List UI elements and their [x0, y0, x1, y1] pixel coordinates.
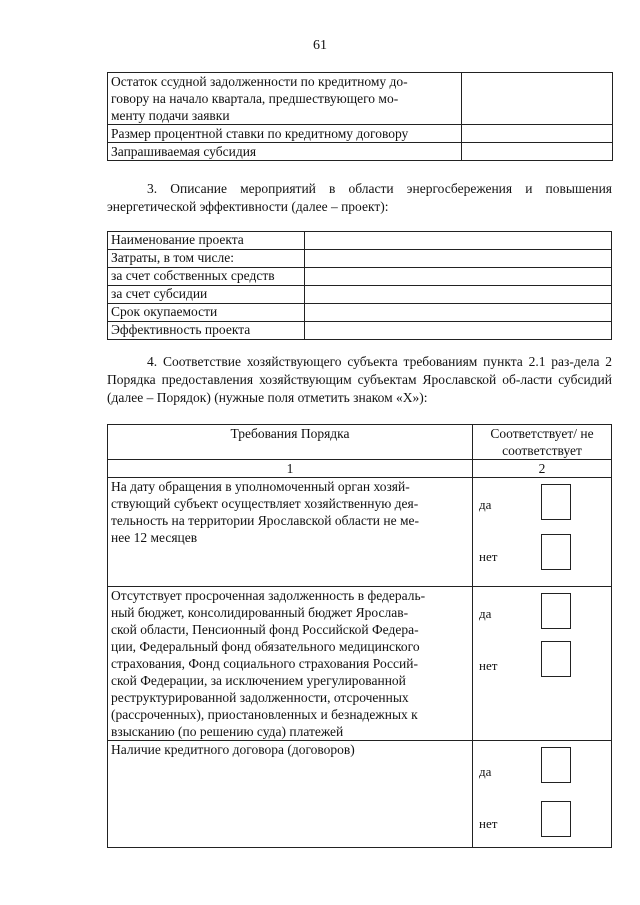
table-row	[108, 232, 612, 250]
no-checkbox[interactable]	[541, 801, 571, 837]
table-row	[108, 125, 613, 143]
loan-info-table	[107, 72, 613, 161]
row-label: за счет субсидии	[108, 286, 305, 304]
value-cell[interactable]	[462, 143, 613, 161]
table-row	[108, 322, 612, 340]
no-checkbox[interactable]	[541, 641, 571, 677]
column-number-row	[108, 460, 612, 478]
value-cell[interactable]	[462, 125, 613, 143]
requirement-text: На дату обращения в уполномоченный орган хозяй- ствующий субъект осуществляет хозяйственную дея- тельность на территории Ярославской области не ме- нее 12 месяцев	[108, 478, 473, 587]
row-label: Срок окупаемости	[108, 304, 305, 322]
yes-label: да	[479, 764, 492, 779]
row-label: Наименование проекта	[108, 232, 305, 250]
value-cell[interactable]	[305, 304, 612, 322]
row-label: Размер процентной ставки по кредитному договору	[108, 125, 462, 143]
table-row	[108, 286, 612, 304]
requirement-text: Отсутствует просроченная задолженность в федераль- ный бюджет, консолидированный бюджет Ярослав- ской области, Пенсионный фонд Российской Федера- ции, Федеральный фонд обязательного медицинского страхования, Фонд социального страхования Россий- ской Федерации, за исключением урегулированной реструктурированной задолженности, отсроченных (рассроченных), приостановленных и безнадежных к взысканию (по решению суда) платежей	[108, 587, 473, 741]
table-row	[108, 143, 613, 161]
table-row	[108, 250, 612, 268]
table-row	[108, 587, 612, 741]
header-status: Соответствует/ не соответствует	[473, 425, 612, 460]
table-row	[108, 73, 613, 125]
yes-label: да	[479, 497, 492, 512]
table-row	[108, 741, 612, 848]
row-label: Остаток ссудной задолженности по кредитному до- говору на начало квартала, предшествующего мо- менту подачи заявки	[108, 73, 462, 125]
value-cell[interactable]	[305, 250, 612, 268]
column-number-1: 1	[108, 460, 473, 478]
section-3-paragraph: 3. Описание мероприятий в области энергосбережения и повышения энергетической эффективности (далее – проект):	[107, 181, 612, 214]
row-label: Эффективность проекта	[108, 322, 305, 340]
yes-checkbox[interactable]	[541, 484, 571, 520]
status-cell	[473, 741, 612, 848]
value-cell[interactable]	[462, 73, 613, 125]
project-table	[107, 231, 612, 340]
no-checkbox[interactable]	[541, 534, 571, 570]
no-label: нет	[479, 658, 498, 673]
no-label: нет	[479, 549, 498, 564]
column-number-2: 2	[473, 460, 612, 478]
value-cell[interactable]	[305, 286, 612, 304]
table-row	[108, 268, 612, 286]
yes-label: да	[479, 606, 492, 621]
row-label: Запрашиваемая субсидия	[108, 143, 462, 161]
no-label: нет	[479, 816, 498, 831]
status-cell	[473, 587, 612, 741]
table-row	[108, 478, 612, 587]
yes-checkbox[interactable]	[541, 747, 571, 783]
header-requirements: Требования Порядка	[108, 425, 473, 460]
status-cell	[473, 478, 612, 587]
value-cell[interactable]	[305, 268, 612, 286]
yes-checkbox[interactable]	[541, 593, 571, 629]
row-label: Затраты, в том числе:	[108, 250, 305, 268]
row-label: за счет собственных средств	[108, 268, 305, 286]
requirement-text: Наличие кредитного договора (договоров)	[108, 741, 473, 848]
section-4-paragraph: 4. Соответствие хозяйствующего субъекта требованиям пункта 2.1 раз-дела 2 Порядка предоставления хозяйствующим субъектам Ярославской об-ласти субсидий (далее – Порядок) (нужные поля отметить знаком «Х»):	[107, 354, 612, 405]
value-cell[interactable]	[305, 232, 612, 250]
page-number: 61	[313, 38, 327, 53]
requirements-table	[107, 424, 612, 848]
table-row	[108, 304, 612, 322]
value-cell[interactable]	[305, 322, 612, 340]
header-row	[108, 425, 612, 460]
